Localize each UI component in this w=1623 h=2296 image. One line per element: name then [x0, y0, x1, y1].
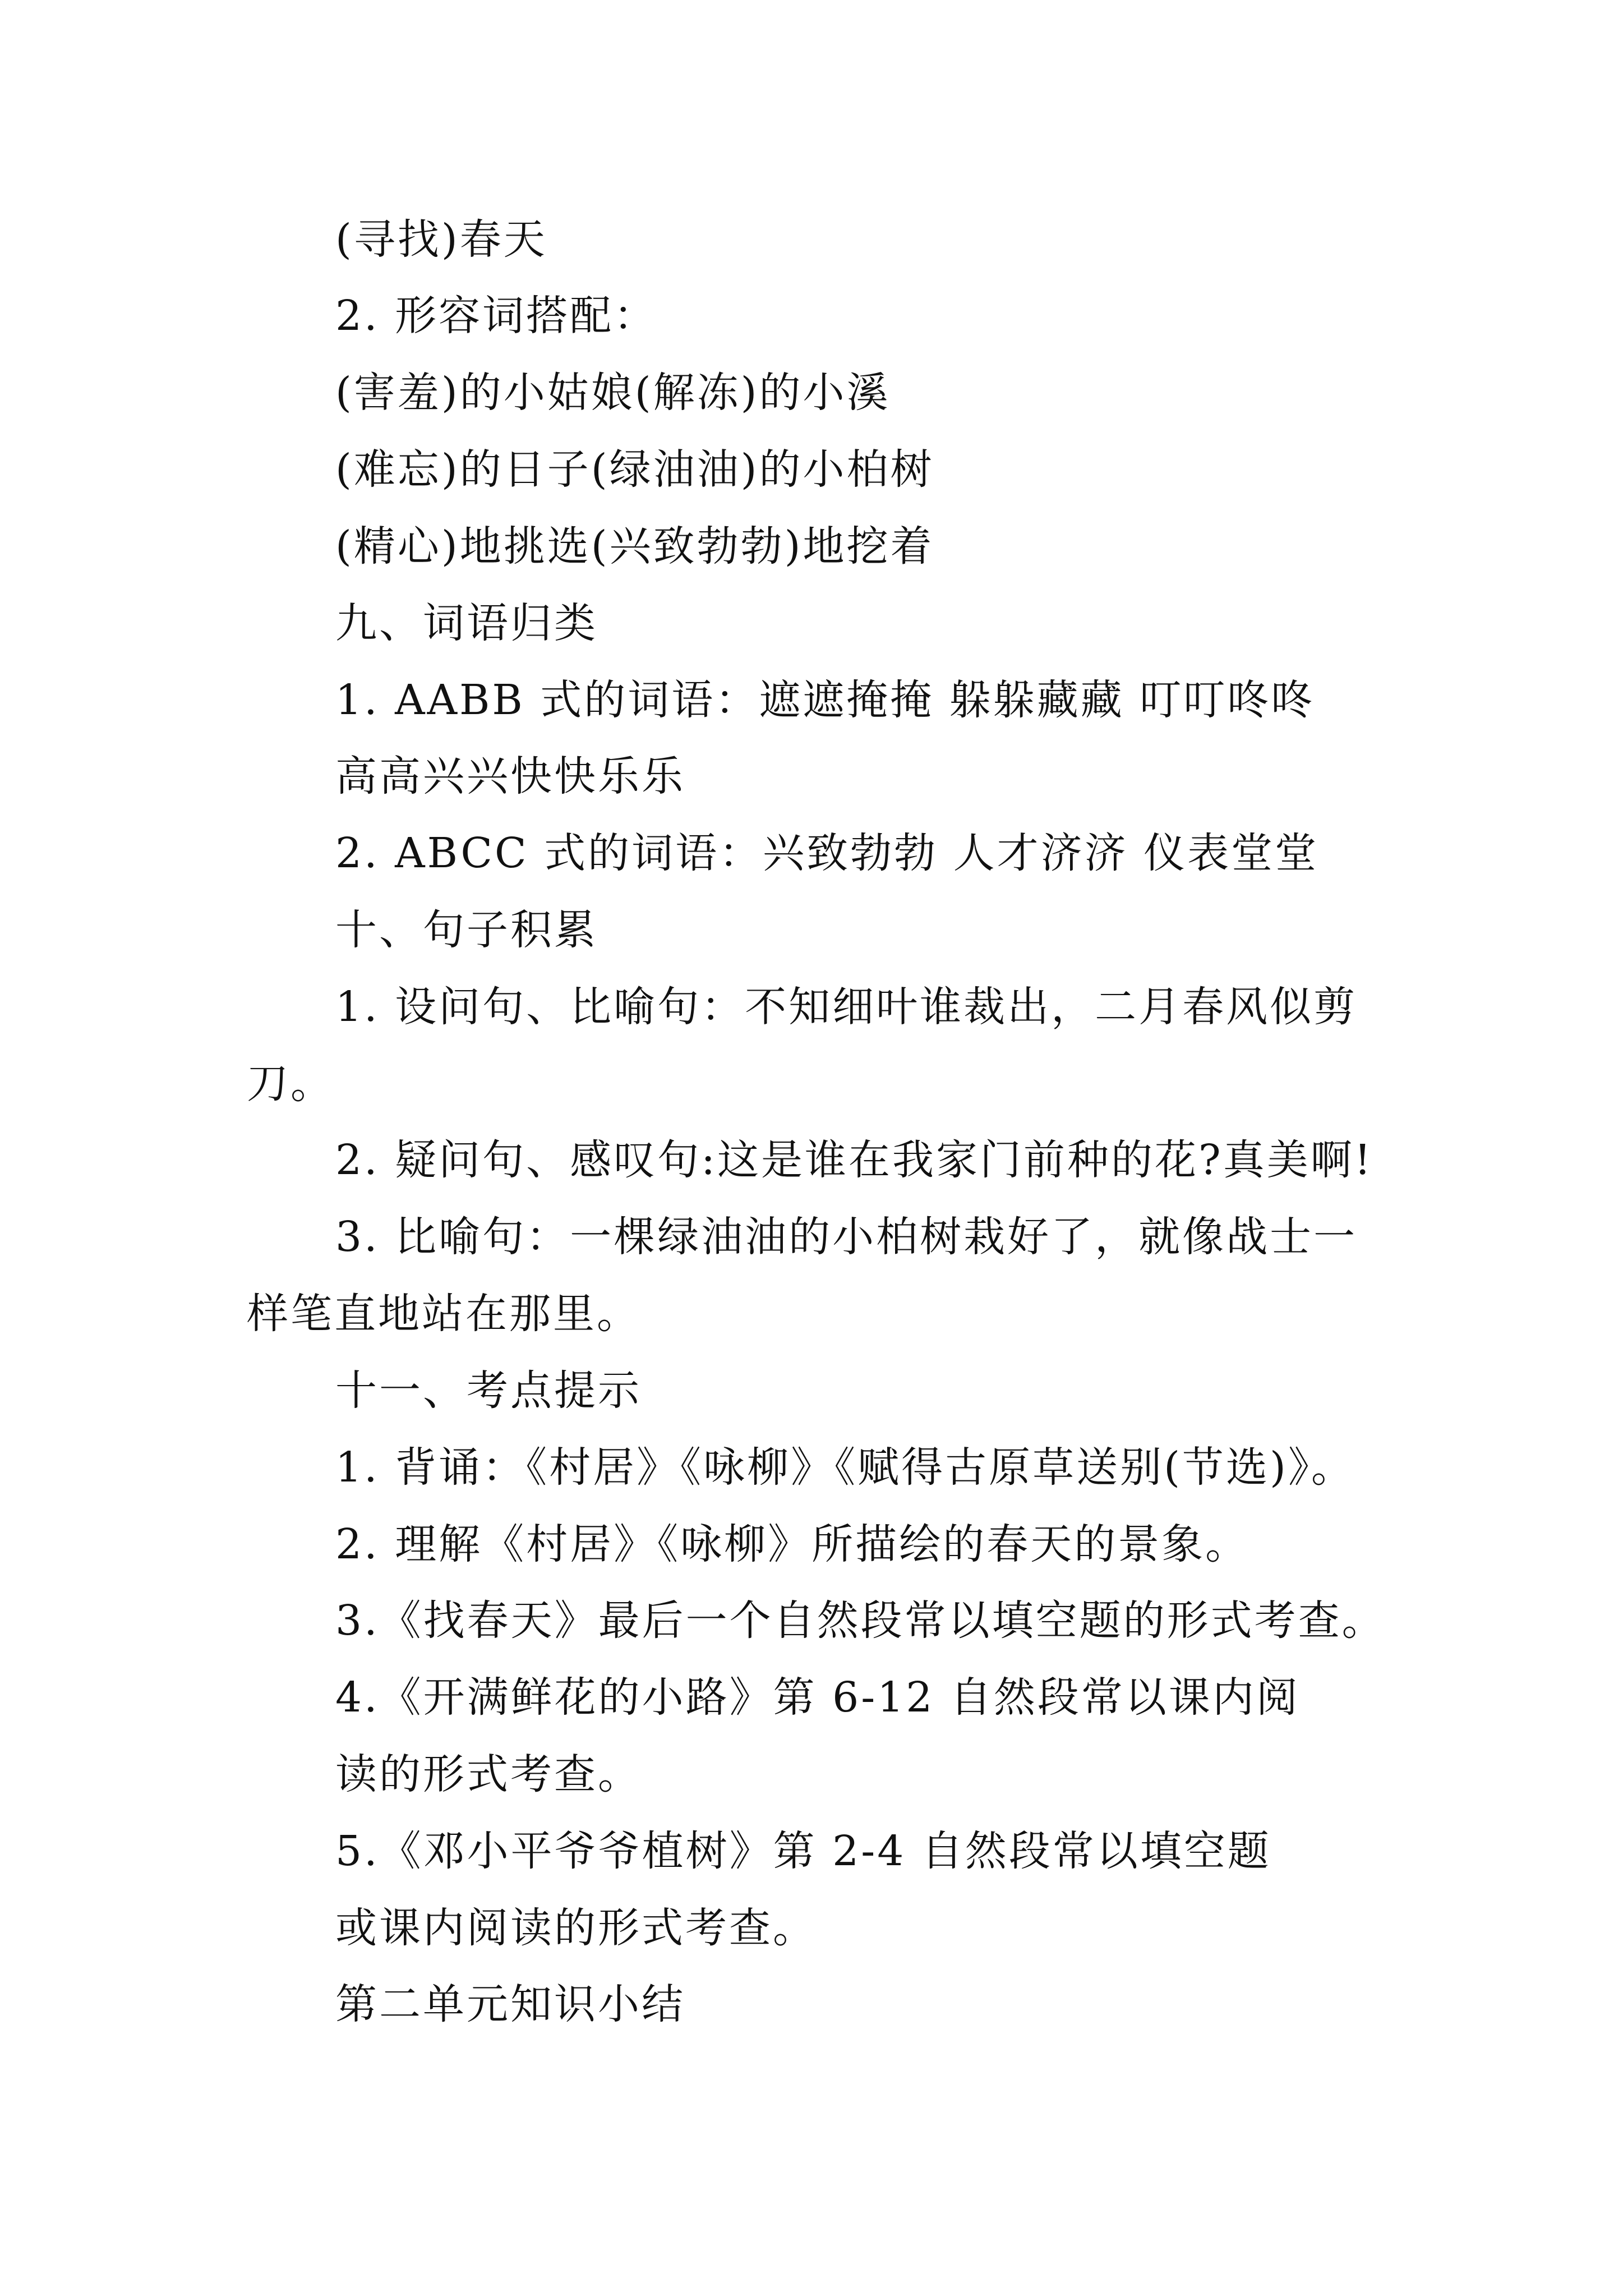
section-heading: 十、句子积累 [335, 906, 598, 954]
text-line: 2. 形容词搭配： [335, 292, 658, 340]
text-line: 4.《开满鲜花的小路》第 6-12 自然段常以课内阅 [335, 1673, 1300, 1722]
text-line: 高高兴兴快快乐乐 [335, 752, 685, 800]
text-line: 5.《邓小平爷爷植树》第 2-4 自然段常以填空题 [335, 1827, 1271, 1875]
text-line: 刀。 [247, 1060, 334, 1108]
text-line: (精心)地挑选(兴致勃勃)地挖着 [335, 522, 934, 570]
text-line: 读的形式考查。 [335, 1750, 642, 1798]
text-line: 1. 设问句、比喻句：不知细叶谁裁出，二月春风似剪 [335, 983, 1358, 1031]
text-line: (害羞)的小姑娘(解冻)的小溪 [335, 369, 891, 417]
section-heading: 第二单元知识小结 [335, 1980, 685, 2028]
text-line: 2. 理解《村居》《咏柳》所描绘的春天的景象。 [335, 1520, 1249, 1568]
text-line: 样笔直地站在那里。 [247, 1290, 640, 1338]
text-line: 或课内阅读的形式考查。 [335, 1904, 817, 1952]
section-heading: 十一、考点提示 [335, 1366, 642, 1415]
section-heading: 九、词语归类 [335, 599, 598, 647]
text-line: 3. 比喻句：一棵绿油油的小柏树栽好了，就像战士一 [335, 1213, 1358, 1261]
text-line: 1. 背诵：《村居》《咏柳》《赋得古原草送别(节选)》。 [335, 1443, 1355, 1492]
text-line: (寻找)春天 [335, 215, 547, 264]
text-line: 1. AABB 式的词语：遮遮掩掩 躲躲藏藏 叮叮咚咚 [335, 676, 1315, 724]
text-line: (难忘)的日子(绿油油)的小柏树 [335, 445, 934, 494]
text-line: 2. 疑问句、感叹句:这是谁在我家门前种的花?真美啊! [335, 1136, 1373, 1184]
text-line: 2. ABCC 式的词语：兴致勃勃 人才济济 仪表堂堂 [335, 829, 1319, 877]
text-line: 3.《找春天》最后一个自然段常以填空题的形式考查。 [335, 1596, 1386, 1645]
